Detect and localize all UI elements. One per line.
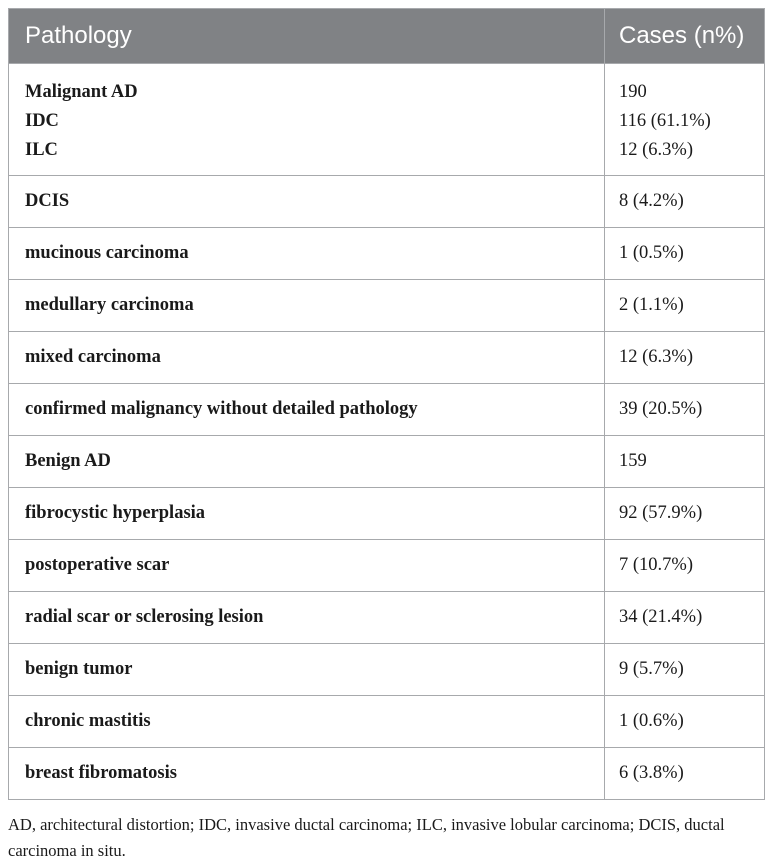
table-row <box>9 540 765 592</box>
row-value: 12 (6.3%) <box>619 140 693 160</box>
row-label: Benign AD <box>9 436 605 488</box>
row-value: 34 (21.4%) <box>605 592 765 644</box>
row-label: confirmed malignancy without detailed pathology <box>9 384 605 436</box>
row-value: 159 <box>605 436 765 488</box>
row-label: medullary carcinoma <box>9 280 605 332</box>
row-label: postoperative scar <box>9 540 605 592</box>
pathology-table-container <box>8 8 764 800</box>
pathology-table <box>8 8 765 800</box>
table-row <box>9 488 765 540</box>
table-row <box>9 436 765 488</box>
table-row <box>9 176 765 228</box>
row-label-group <box>9 64 605 176</box>
table-header <box>9 9 765 64</box>
row-label: radial scar or sclerosing lesion <box>9 592 605 644</box>
table-row <box>9 748 765 800</box>
table-row <box>9 696 765 748</box>
table-row <box>9 332 765 384</box>
row-value: 9 (5.7%) <box>605 644 765 696</box>
table-row <box>9 64 765 176</box>
row-label: benign tumor <box>9 644 605 696</box>
row-value: 12 (6.3%) <box>605 332 765 384</box>
row-label: ILC <box>25 140 58 160</box>
header-pathology: Pathology <box>9 9 605 64</box>
row-label: chronic mastitis <box>9 696 605 748</box>
table-row <box>9 280 765 332</box>
table-row <box>9 644 765 696</box>
row-label: breast fibromatosis <box>9 748 605 800</box>
row-value: 8 (4.2%) <box>605 176 765 228</box>
table-footnote: AD, architectural distortion; IDC, invasive ductal carcinoma; ILC, invasive lobular carcinoma; DCIS, ductal carcinoma in situ. <box>8 815 725 860</box>
row-value: 92 (57.9%) <box>605 488 765 540</box>
row-value: 6 (3.8%) <box>605 748 765 800</box>
row-label: fibrocystic hyperplasia <box>9 488 605 540</box>
row-label: Malignant AD <box>25 82 138 102</box>
table-row <box>9 228 765 280</box>
row-value: 39 (20.5%) <box>605 384 765 436</box>
row-value: 1 (0.5%) <box>605 228 765 280</box>
row-label: IDC <box>25 111 59 131</box>
header-cases: Cases (n%) <box>605 9 765 64</box>
row-label: mucinous carcinoma <box>9 228 605 280</box>
row-value: 190 <box>619 82 647 102</box>
row-value: 1 (0.6%) <box>605 696 765 748</box>
header-row <box>9 9 765 64</box>
row-value: 116 (61.1%) <box>619 111 711 131</box>
row-value: 7 (10.7%) <box>605 540 765 592</box>
table-row <box>9 384 765 436</box>
row-label: DCIS <box>9 176 605 228</box>
table-body <box>9 64 765 800</box>
row-value-group <box>605 64 765 176</box>
row-label: mixed carcinoma <box>9 332 605 384</box>
row-value: 2 (1.1%) <box>605 280 765 332</box>
table-row <box>9 592 765 644</box>
